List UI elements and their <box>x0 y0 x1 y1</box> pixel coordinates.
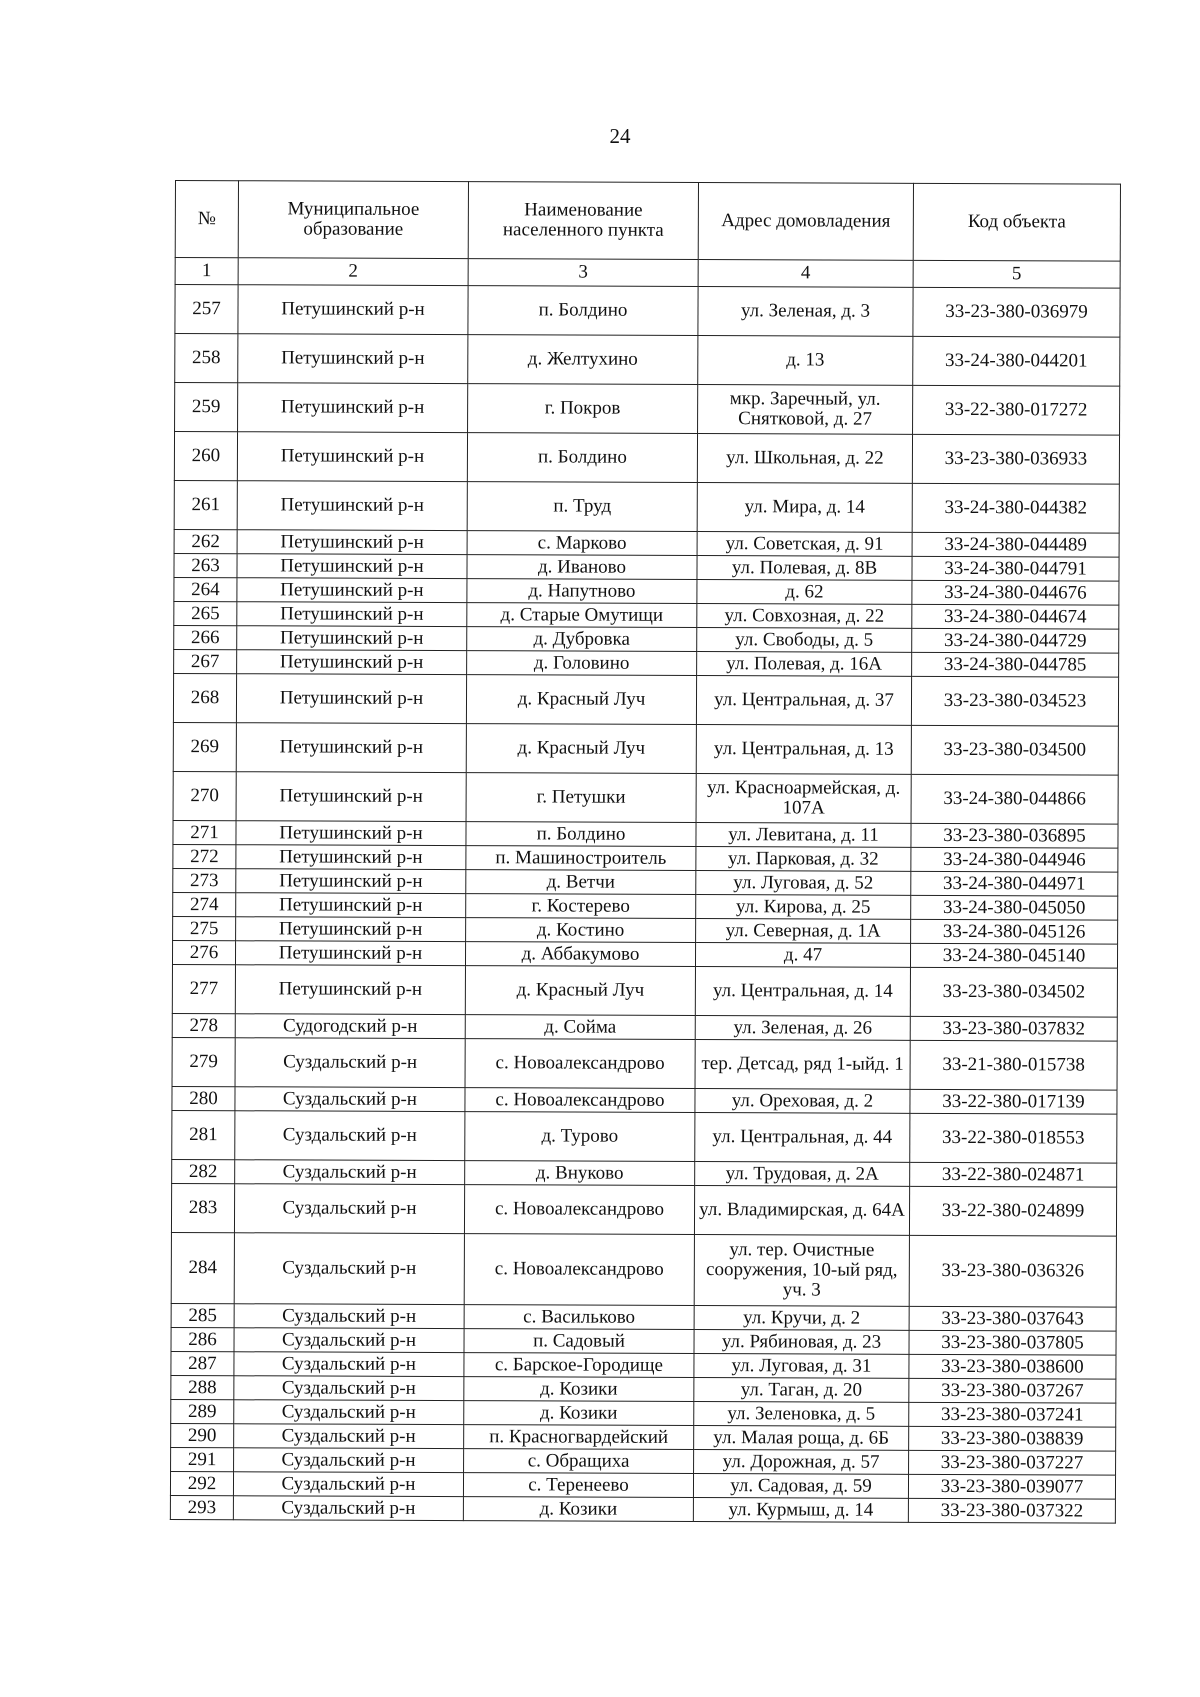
municipality-cell: Петушинский р-н <box>237 578 467 603</box>
row-number-cell: 269 <box>173 722 236 771</box>
object-code-cell: 33-22-380-017272 <box>913 385 1120 435</box>
table-row <box>173 673 1118 726</box>
locality-cell: г. Костерево <box>466 894 696 919</box>
address-cell: ул. Советская, д. 91 <box>697 532 912 557</box>
municipality-cell: Петушинский р-н <box>237 602 467 627</box>
row-number-cell: 280 <box>172 1086 235 1110</box>
row-number-cell: 288 <box>171 1375 234 1399</box>
address-cell: ул. Полевая, д. 16А <box>697 652 912 677</box>
table-row <box>172 1110 1117 1163</box>
municipality-cell: Петушинский р-н <box>238 383 468 433</box>
locality-cell: с. Новоалександрово <box>465 1088 695 1113</box>
municipality-cell: Петушинский р-н <box>237 554 467 579</box>
row-number-cell: 291 <box>171 1447 234 1471</box>
address-cell: ул. Малая роща, д. 6Б <box>694 1426 909 1451</box>
address-cell: ул. Владимирская, д. 64А <box>694 1186 909 1236</box>
address-cell: ул. тер. Очистные сооружения, 10-ый ряд, уч. 3 <box>694 1235 909 1307</box>
table-row <box>171 1303 1116 1331</box>
address-cell: ул. Садовая, д. 59 <box>693 1474 908 1499</box>
row-number-cell: 266 <box>174 625 237 649</box>
municipality-cell: Петушинский р-н <box>236 845 466 870</box>
municipality-cell: Суздальский р-н <box>234 1184 464 1234</box>
locality-cell: д. Аббакумово <box>465 942 695 967</box>
locality-cell: с. Обращиха <box>464 1449 694 1474</box>
column-index: 3 <box>468 259 698 287</box>
locality-cell: д. Красный Луч <box>466 724 696 774</box>
municipality-cell: Петушинский р-н <box>238 334 468 384</box>
locality-cell: п. Красногвардейский <box>464 1425 694 1450</box>
object-code-cell: 33-24-380-045050 <box>911 895 1118 920</box>
locality-cell: д. Козики <box>464 1401 694 1426</box>
object-code-cell: 33-23-380-037322 <box>908 1498 1115 1523</box>
municipality-cell: Петушинский р-н <box>238 285 468 335</box>
address-cell: тер. Детсад, ряд 1-ыйд. 1 <box>695 1040 910 1090</box>
table-row <box>170 1471 1115 1499</box>
locality-cell: п. Болдино <box>468 286 698 336</box>
row-number-cell: 268 <box>173 673 236 722</box>
table-row <box>175 285 1120 338</box>
object-code-cell: 33-23-380-037267 <box>909 1378 1116 1403</box>
municipality-cell: Петушинский р-н <box>236 917 466 942</box>
table-row <box>172 964 1117 1017</box>
column-index: 2 <box>238 258 468 286</box>
object-code-cell: 33-23-380-036895 <box>911 823 1118 848</box>
address-cell: ул. Центральная, д. 13 <box>696 725 911 775</box>
address-cell: ул. Рябиновая, д. 23 <box>694 1330 909 1355</box>
municipality-cell: Суздальский р-н <box>234 1304 464 1329</box>
table-row <box>174 649 1119 677</box>
table-row <box>172 1037 1117 1090</box>
object-code-cell: 33-24-380-044729 <box>912 628 1119 653</box>
address-cell: ул. Дорожная, д. 57 <box>694 1450 909 1475</box>
table-row <box>172 1159 1117 1187</box>
object-code-cell: 33-22-380-024871 <box>910 1162 1117 1187</box>
locality-cell: д. Костино <box>466 918 696 943</box>
address-cell: ул. Северная, д. 1А <box>696 919 911 944</box>
locality-cell: с. Васильково <box>464 1305 694 1330</box>
locality-cell: д. Ветчи <box>466 870 696 895</box>
municipality-cell: Петушинский р-н <box>236 674 466 724</box>
municipality-cell: Петушинский р-н <box>236 893 466 918</box>
municipality-cell: Суздальский р-н <box>234 1352 464 1377</box>
locality-cell: д. Красный Луч <box>465 966 695 1016</box>
object-code-cell: 33-24-380-044866 <box>911 774 1118 824</box>
table-row <box>174 432 1119 485</box>
municipality-cell: Суздальский р-н <box>234 1448 464 1473</box>
table-row <box>171 1423 1116 1451</box>
municipality-cell: Суздальский р-н <box>234 1424 464 1449</box>
row-number-cell: 286 <box>171 1327 234 1351</box>
municipality-cell: Петушинский р-н <box>236 772 466 822</box>
address-cell: ул. Свободы, д. 5 <box>697 628 912 653</box>
address-cell: мкр. Заречный, ул. Снятковой, д. 27 <box>698 385 913 435</box>
registry-table <box>170 180 1121 1524</box>
row-number-cell: 257 <box>175 285 238 334</box>
object-code-cell: 33-24-380-044201 <box>913 336 1120 386</box>
address-cell: ул. Центральная, д. 37 <box>696 676 911 726</box>
row-number-cell: 264 <box>174 577 237 601</box>
address-cell: ул. Красноармейская, д. 107А <box>696 774 911 824</box>
column-index: 1 <box>175 258 238 285</box>
object-code-cell: 33-24-380-044785 <box>912 652 1119 677</box>
locality-cell: с. Новоалександрово <box>465 1039 695 1089</box>
row-number-cell: 274 <box>173 892 236 916</box>
municipality-cell: Петушинский р-н <box>236 821 466 846</box>
municipality-cell: Суздальский р-н <box>234 1376 464 1401</box>
object-code-cell: 33-24-380-044946 <box>911 847 1118 872</box>
header-object-code: Код объекта <box>913 183 1120 261</box>
address-cell: ул. Левитана, д. 11 <box>696 823 911 848</box>
municipality-cell: Петушинский р-н <box>237 432 467 482</box>
municipality-cell: Суздальский р-н <box>234 1400 464 1425</box>
object-code-cell: 33-24-380-045126 <box>911 919 1118 944</box>
object-code-cell: 33-24-380-044489 <box>912 532 1119 557</box>
row-number-cell: 271 <box>173 820 236 844</box>
column-index-row <box>175 258 1120 289</box>
object-code-cell: 33-23-380-037832 <box>910 1016 1117 1041</box>
address-cell: д. 62 <box>697 580 912 605</box>
object-code-cell: 33-23-380-038839 <box>909 1426 1116 1451</box>
row-number-cell: 273 <box>173 868 236 892</box>
address-cell: д. 13 <box>698 336 913 386</box>
object-code-cell: 33-24-380-044791 <box>912 556 1119 581</box>
municipality-cell: Петушинский р-н <box>237 626 467 651</box>
municipality-cell: Судогодский р-н <box>235 1014 465 1039</box>
row-number-cell: 279 <box>172 1037 235 1086</box>
address-cell: ул. Кирова, д. 25 <box>696 895 911 920</box>
table-row <box>173 868 1118 896</box>
table-row <box>171 1375 1116 1403</box>
locality-cell: с. Барское-Городище <box>464 1353 694 1378</box>
table-row <box>171 1327 1116 1355</box>
table-row <box>174 601 1119 629</box>
table-row <box>173 892 1118 920</box>
row-number-cell: 262 <box>174 529 237 553</box>
table-row <box>172 940 1117 968</box>
object-code-cell: 33-24-380-044676 <box>912 580 1119 605</box>
address-cell: ул. Центральная, д. 14 <box>695 967 910 1017</box>
object-code-cell: 33-23-380-037805 <box>909 1330 1116 1355</box>
object-code-cell: 33-24-380-044971 <box>911 871 1118 896</box>
municipality-cell: Петушинский р-н <box>236 869 466 894</box>
locality-cell: д. Иваново <box>467 555 697 580</box>
row-number-cell: 293 <box>170 1495 233 1519</box>
locality-cell: д. Дубровка <box>467 627 697 652</box>
row-number-cell: 270 <box>173 771 236 820</box>
table-row <box>171 1399 1116 1427</box>
municipality-cell: Петушинский р-н <box>235 965 465 1015</box>
header-municipality: Муниципальное образование <box>238 181 468 259</box>
row-number-cell: 283 <box>171 1183 234 1232</box>
address-cell: ул. Курмыш, д. 14 <box>693 1498 908 1523</box>
object-code-cell: 33-23-380-037241 <box>909 1402 1116 1427</box>
locality-cell: д. Красный Луч <box>466 675 696 725</box>
object-code-cell: 33-23-380-036933 <box>912 434 1119 484</box>
object-code-cell: 33-21-380-015738 <box>910 1040 1117 1090</box>
municipality-cell: Петушинский р-н <box>235 941 465 966</box>
row-number-cell: 289 <box>171 1399 234 1423</box>
row-number-cell: 284 <box>171 1232 234 1303</box>
row-number-cell: 287 <box>171 1351 234 1375</box>
table-row <box>173 844 1118 872</box>
address-cell: ул. Совхозная, д. 22 <box>697 604 912 629</box>
address-cell: ул. Зеленовка, д. 5 <box>694 1402 909 1427</box>
header-locality: Наименование населенного пункта <box>468 182 698 260</box>
row-number-cell: 275 <box>173 916 236 940</box>
address-cell: ул. Луговая, д. 31 <box>694 1354 909 1379</box>
municipality-cell: Петушинский р-н <box>237 650 467 675</box>
row-number-cell: 278 <box>172 1013 235 1037</box>
row-number-cell: 259 <box>175 383 238 432</box>
table-row <box>174 480 1119 533</box>
page-number: 24 <box>609 124 631 148</box>
column-index: 4 <box>698 260 913 288</box>
object-code-cell: 33-22-380-017139 <box>910 1089 1117 1114</box>
table-row <box>173 916 1118 944</box>
object-code-cell: 33-24-380-044674 <box>912 604 1119 629</box>
address-cell: ул. Ореховая, д. 2 <box>695 1089 910 1114</box>
address-cell: ул. Мира, д. 14 <box>697 483 912 533</box>
object-code-cell: 33-23-380-034500 <box>911 725 1118 775</box>
municipality-cell: Суздальский р-н <box>234 1328 464 1353</box>
object-code-cell: 33-23-380-034502 <box>910 967 1117 1017</box>
table-row <box>173 771 1118 824</box>
object-code-cell: 33-24-380-044382 <box>912 483 1119 533</box>
address-cell: ул. Таган, д. 20 <box>694 1378 909 1403</box>
table-row <box>174 553 1119 581</box>
municipality-cell: Суздальский р-н <box>235 1038 465 1088</box>
object-code-cell: 33-23-380-038600 <box>909 1354 1116 1379</box>
table-row <box>173 722 1118 775</box>
object-code-cell: 33-23-380-036326 <box>909 1235 1116 1307</box>
locality-cell: п. Болдино <box>466 822 696 847</box>
municipality-cell: Петушинский р-н <box>236 723 466 773</box>
row-number-cell: 282 <box>172 1159 235 1183</box>
address-cell: ул. Школьная, д. 22 <box>697 434 912 484</box>
address-cell: ул. Центральная, д. 44 <box>695 1113 910 1163</box>
address-cell: ул. Кручи, д. 2 <box>694 1306 909 1331</box>
address-cell: ул. Зеленая, д. 26 <box>695 1016 910 1041</box>
table-row <box>171 1351 1116 1379</box>
row-number-cell: 292 <box>170 1471 233 1495</box>
locality-cell: д. Сойма <box>465 1015 695 1040</box>
table-row <box>172 1013 1117 1041</box>
header-address: Адрес домовладения <box>698 183 913 261</box>
table-row <box>171 1183 1116 1236</box>
object-code-cell: 33-23-380-034523 <box>911 676 1118 726</box>
table-row <box>172 1086 1117 1114</box>
table-row <box>174 529 1119 557</box>
municipality-cell: Суздальский р-н <box>234 1233 464 1305</box>
locality-cell: с. Новоалександрово <box>464 1234 694 1306</box>
row-number-cell: 261 <box>174 480 237 529</box>
locality-cell: д. Козики <box>463 1497 693 1522</box>
municipality-cell: Петушинский р-н <box>237 481 467 531</box>
table-row <box>174 577 1119 605</box>
address-cell: д. 47 <box>695 943 910 968</box>
row-number-cell: 263 <box>174 553 237 577</box>
locality-cell: с. Марково <box>467 531 697 556</box>
header-row <box>175 181 1120 262</box>
header-number: № <box>175 181 238 258</box>
locality-cell: п. Болдино <box>467 433 697 483</box>
locality-cell: д. Напутново <box>467 579 697 604</box>
row-number-cell: 276 <box>172 940 235 964</box>
table-row <box>174 625 1119 653</box>
locality-cell: г. Петушки <box>466 773 696 823</box>
address-cell: ул. Трудовая, д. 2А <box>695 1162 910 1187</box>
object-code-cell: 33-23-380-039077 <box>908 1474 1115 1499</box>
municipality-cell: Суздальский р-н <box>233 1472 463 1497</box>
row-number-cell: 290 <box>171 1423 234 1447</box>
table-row <box>170 1495 1115 1523</box>
row-number-cell: 258 <box>175 334 238 383</box>
municipality-cell: Суздальский р-н <box>233 1496 463 1521</box>
table-row <box>175 383 1120 436</box>
table-row <box>173 820 1118 848</box>
object-code-cell: 33-22-380-024899 <box>909 1186 1116 1236</box>
table-body <box>170 285 1120 1524</box>
locality-cell: д. Головино <box>467 651 697 676</box>
address-cell: ул. Полевая, д. 8В <box>697 556 912 581</box>
municipality-cell: Петушинский р-н <box>237 530 467 555</box>
object-code-cell: 33-23-380-037643 <box>909 1306 1116 1331</box>
locality-cell: д. Турово <box>465 1112 695 1162</box>
locality-cell: п. Труд <box>467 482 697 532</box>
row-number-cell: 281 <box>172 1110 235 1159</box>
locality-cell: с. Теренеево <box>463 1473 693 1498</box>
locality-cell: п. Машиностроитель <box>466 846 696 871</box>
object-code-cell: 33-23-380-037227 <box>909 1450 1116 1475</box>
locality-cell: д. Желтухино <box>468 335 698 385</box>
row-number-cell: 272 <box>173 844 236 868</box>
object-code-cell: 33-24-380-045140 <box>910 943 1117 968</box>
column-index: 5 <box>913 260 1120 288</box>
row-number-cell: 267 <box>174 649 237 673</box>
locality-cell: д. Старые Омутищи <box>467 603 697 628</box>
object-code-cell: 33-22-380-018553 <box>910 1113 1117 1163</box>
locality-cell: д. Козики <box>464 1377 694 1402</box>
row-number-cell: 265 <box>174 601 237 625</box>
address-cell: ул. Луговая, д. 52 <box>696 871 911 896</box>
object-code-cell: 33-23-380-036979 <box>913 287 1120 337</box>
row-number-cell: 260 <box>174 432 237 481</box>
locality-cell: п. Садовый <box>464 1329 694 1354</box>
table-row <box>171 1447 1116 1475</box>
table-row <box>171 1232 1116 1307</box>
locality-cell: с. Новоалександрово <box>464 1185 694 1235</box>
row-number-cell: 277 <box>172 964 235 1013</box>
locality-cell: д. Внуково <box>465 1161 695 1186</box>
locality-cell: г. Покров <box>468 384 698 434</box>
municipality-cell: Суздальский р-н <box>235 1160 465 1185</box>
municipality-cell: Суздальский р-н <box>235 1087 465 1112</box>
address-cell: ул. Парковая, д. 32 <box>696 847 911 872</box>
row-number-cell: 285 <box>171 1303 234 1327</box>
municipality-cell: Суздальский р-н <box>235 1111 465 1161</box>
address-cell: ул. Зеленая, д. 3 <box>698 287 913 337</box>
table-row <box>175 334 1120 387</box>
